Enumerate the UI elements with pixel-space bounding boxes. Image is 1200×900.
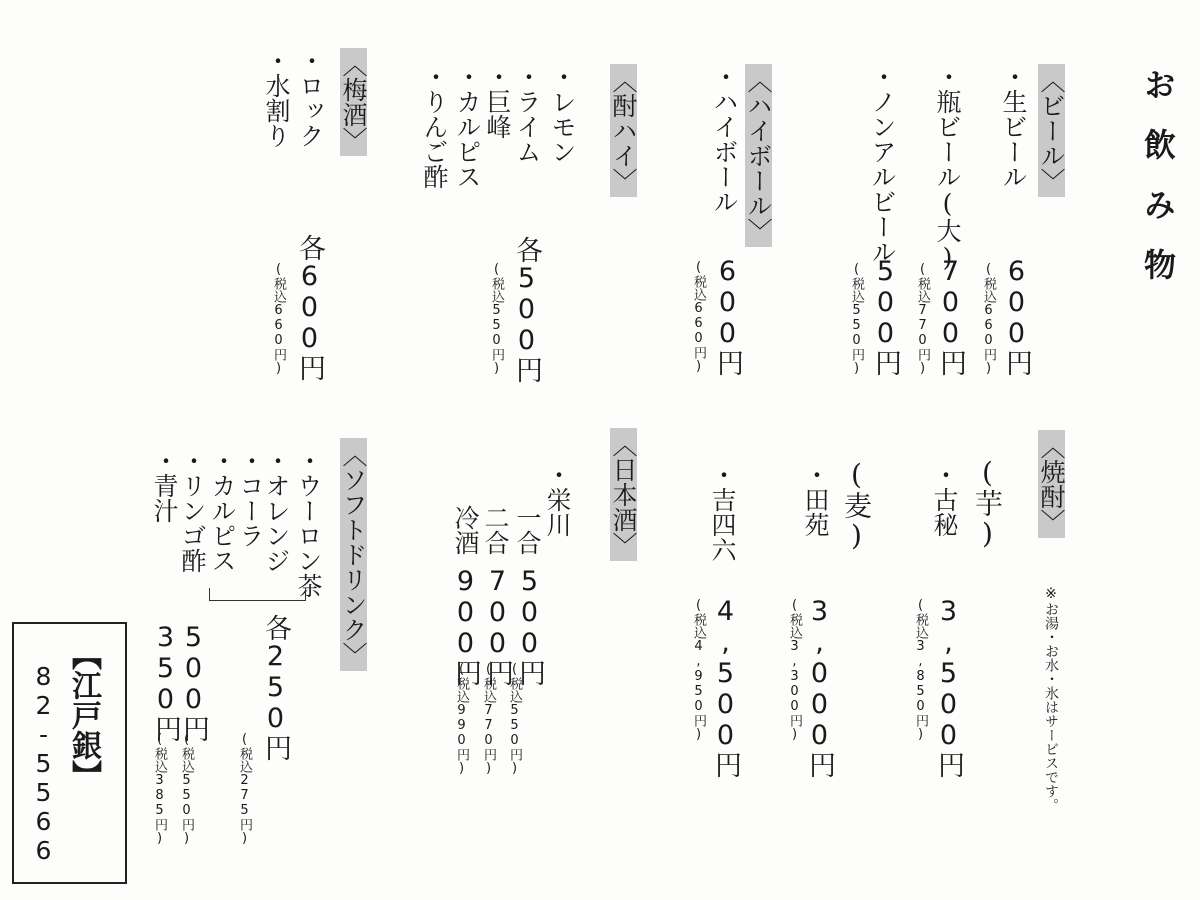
chuhai-header: 〈酎ハイ〉: [610, 64, 637, 197]
sake-price-nigo: 700円: [482, 566, 513, 686]
beer-tax-nama: (税込660円): [981, 262, 996, 376]
beer-item-nonal: ・ノンアルビール: [868, 64, 897, 264]
soft-group-price: 各250円: [260, 614, 291, 761]
shochu-item-kicchomu: ・吉四六: [708, 462, 737, 562]
chuhai-item-calpis: ・カルピス: [453, 64, 482, 189]
sake-size-reishu: 冷酒: [451, 505, 480, 555]
shop-name: 【江戸銀】: [66, 640, 101, 790]
shochu-item-koshu: ・古秘: [930, 462, 959, 537]
beer-item-bin: ・瓶ビール(大): [933, 64, 962, 272]
beer-tax-bin: (税込770円): [915, 262, 930, 376]
chuhai-item-lemon: ・レモン: [548, 64, 577, 164]
highball-item: ・ハイボール: [710, 64, 739, 214]
chuhai-tax: (税込550円): [489, 262, 504, 376]
shochu-label-mugi: (麦): [840, 458, 873, 552]
soft-item-aojiru: ・青汁: [150, 448, 179, 523]
shochu-price-kicchomu: 4,500円: [710, 596, 741, 778]
chuhai-item-kyoho: ・巨峰: [483, 64, 512, 139]
sake-header: 〈日本酒〉: [610, 428, 637, 561]
service-note: ※お湯・お水・氷はサービスです。: [1043, 586, 1059, 812]
umeshu-tax: (税込660円): [271, 262, 286, 376]
beer-price-nonal: 500円: [870, 256, 901, 376]
shochu-tax-kicchomu: (税込4,950円): [691, 598, 706, 742]
shop-phone: 82-5566: [29, 662, 58, 865]
shochu-item-denen: ・田苑: [801, 462, 830, 537]
shochu-price-koshu: 3,500円: [933, 596, 964, 778]
sake-size-ichigo: 一合: [513, 505, 542, 555]
sake-tax-reishu: (税込990円): [454, 662, 469, 776]
beer-item-nama: ・生ビール: [999, 64, 1028, 189]
soft-tax-ringo: (税込550円): [179, 732, 194, 846]
sake-price-ichigo: 500円: [514, 566, 545, 686]
highball-header: 〈ハイボール〉: [745, 64, 772, 247]
beer-price-nama: 600円: [1001, 256, 1032, 376]
soft-price-ringo: 500円: [178, 622, 209, 742]
soft-item-ringo: ・リンゴ酢: [178, 448, 207, 573]
sake-tax-nigo: (税込770円): [481, 662, 496, 776]
soft-item-calpis: ・カルピス: [208, 448, 237, 573]
soft-item-orange: ・オレンジ: [262, 448, 291, 573]
soft-header: 〈ソフトドリンク〉: [340, 438, 367, 671]
shochu-header: 〈焼酎〉: [1038, 430, 1065, 538]
sake-item: ・栄川: [543, 462, 572, 537]
page-title: お飲み物: [1139, 68, 1177, 308]
chuhai-item-ringo: ・りんご酢: [420, 64, 449, 189]
shochu-price-denen: 3,000円: [804, 596, 835, 778]
soft-price-aojiru: 350円: [150, 622, 181, 742]
beer-header: 〈ビール〉: [1038, 64, 1065, 197]
umeshu-item-rock: ・ロック: [296, 48, 325, 148]
soft-item-oolong: ・ウーロン茶: [294, 448, 323, 598]
beer-price-bin: 700円: [935, 256, 966, 376]
chuhai-item-lime: ・ライム: [513, 64, 542, 164]
soft-group-bracket: [209, 588, 306, 601]
umeshu-price: 各600円: [294, 234, 325, 381]
highball-tax: (税込660円): [691, 260, 706, 374]
umeshu-header: 〈梅酒〉: [340, 48, 367, 156]
sake-tax-ichigo: (税込550円): [507, 662, 522, 776]
soft-group-tax: (税込275円): [237, 732, 252, 846]
shochu-tax-denen: (税込3,300円): [787, 598, 802, 742]
highball-price: 600円: [712, 256, 743, 376]
umeshu-item-mizuwari: ・水割り: [262, 48, 291, 148]
sake-size-nigo: 二合: [481, 505, 510, 555]
beer-tax-nonal: (税込550円): [849, 262, 864, 376]
shochu-label-imo: (芋): [971, 456, 1004, 550]
soft-tax-aojiru: (税込385円): [152, 732, 167, 846]
soft-item-cola: ・コーラ: [236, 448, 265, 548]
chuhai-price: 各500円: [511, 236, 542, 383]
shochu-tax-koshu: (税込3,850円): [913, 598, 928, 742]
sake-price-reishu: 900円: [450, 566, 481, 686]
